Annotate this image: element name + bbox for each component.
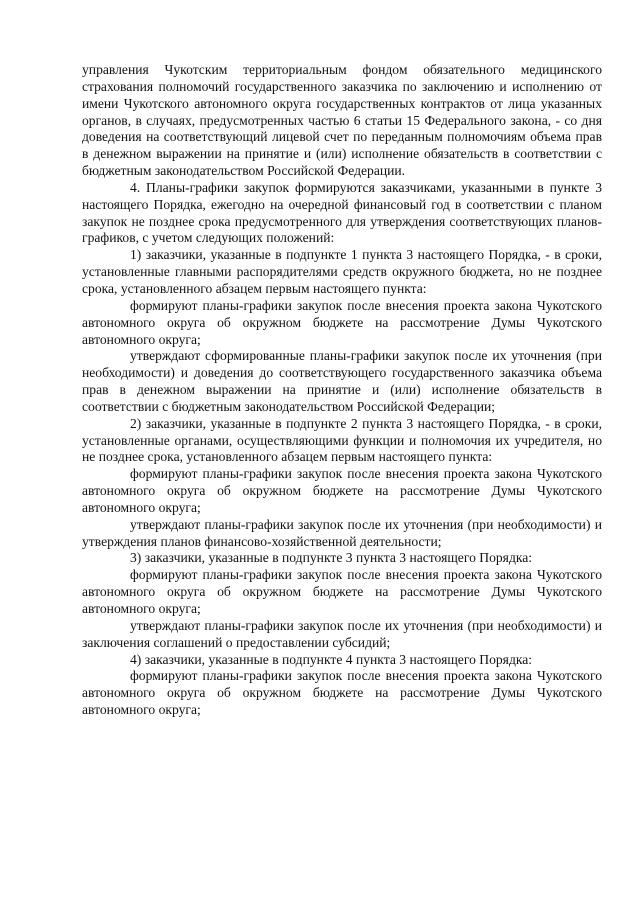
paragraph-item-4: 4. Планы-графики закупок формируются заказчиками, указанными в пункте 3 настоящего Порядка, ежегодно на очередной финансовый год в соответствии с планом закупок не позднее срока предусмотренного для утверждения соответствующих планов-графиков, с учетом следующих положений: xyxy=(82,179,602,246)
document-page xyxy=(82,62,602,719)
paragraph-subitem-4-form: формируют планы-графики закупок после внесения проекта закона Чукотского автономного округа об окружном бюджете на рассмотрение Думы Чукотского автономного округа; xyxy=(82,668,602,718)
paragraph-subitem-2-form: формируют планы-графики закупок после внесения проекта закона Чукотского автономного округа об окружном бюджете на рассмотрение Думы Чукотского автономного округа; xyxy=(82,466,602,515)
paragraph-subitem-3-form: формируют планы-графики закупок после внесения проекта закона Чукотского автономного округа об окружном бюджете на рассмотрение Думы Чукотского автономного округа; xyxy=(82,567,602,616)
paragraph-subitem-2: 2) заказчики, указанные в подпункте 2 пункта 3 настоящего Порядка, - в сроки, установленные органами, осуществляющими функции и полномочия их учредителя, но не позднее срока, установленного абзацем первым настоящего пункта: xyxy=(82,415,602,465)
paragraph-subitem-3: 3) заказчики, указанные в подпункте 3 пункта 3 настоящего Порядка: xyxy=(130,550,533,566)
paragraph-continuation: управления Чукотским территориальным фондом обязательного медицинского страхования полномочий государственного заказчика по заключению и исполнению от имени Чукотского автономного округа государственных контрактов от лица указанных органов, в случаях, предусмотренных частью 6 статьи 15 Федерального закона, - со дня доведения на соответствующий лицевой счет по переданным полномочиям объема прав в денежном выражении на принятие и (или) исполнение обязательств в соответствии с бюджетным законодательством Российской Федерации. xyxy=(82,62,602,179)
paragraph-subitem-1-approve: утверждают сформированные планы-графики закупок после их уточнения (при необходимости) и доведения до соответствующего государственного заказчика объема прав в денежном выражении на принятие и (или) исполнение обязательств в соответствии с бюджетным законодательством Российской Федерации; xyxy=(82,348,602,414)
paragraph-subitem-4: 4) заказчики, указанные в подпункте 4 пункта 3 настоящего Порядка: xyxy=(130,651,533,667)
paragraph-subitem-1: 1) заказчики, указанные в подпункте 1 пункта 3 настоящего Порядка, - в сроки, установленные главными распорядителями средств окружного бюджета, но не позднее срока, установленного абзацем первым настоящего пункта: xyxy=(82,247,602,296)
paragraph-subitem-1-form: формируют планы-графики закупок после внесения проекта закона Чукотского автономного округа об окружном бюджете на рассмотрение Думы Чукотского автономного округа; xyxy=(82,297,602,347)
paragraph-subitem-2-approve: утверждают планы-графики закупок после их уточнения (при необходимости) и утверждения планов финансово-хозяйственной деятельности; xyxy=(82,516,602,549)
paragraph-subitem-3-approve: утверждают планы-графики закупок после их уточнения (при необходимости) и заключения соглашений о предоставлении субсидий; xyxy=(82,617,602,650)
